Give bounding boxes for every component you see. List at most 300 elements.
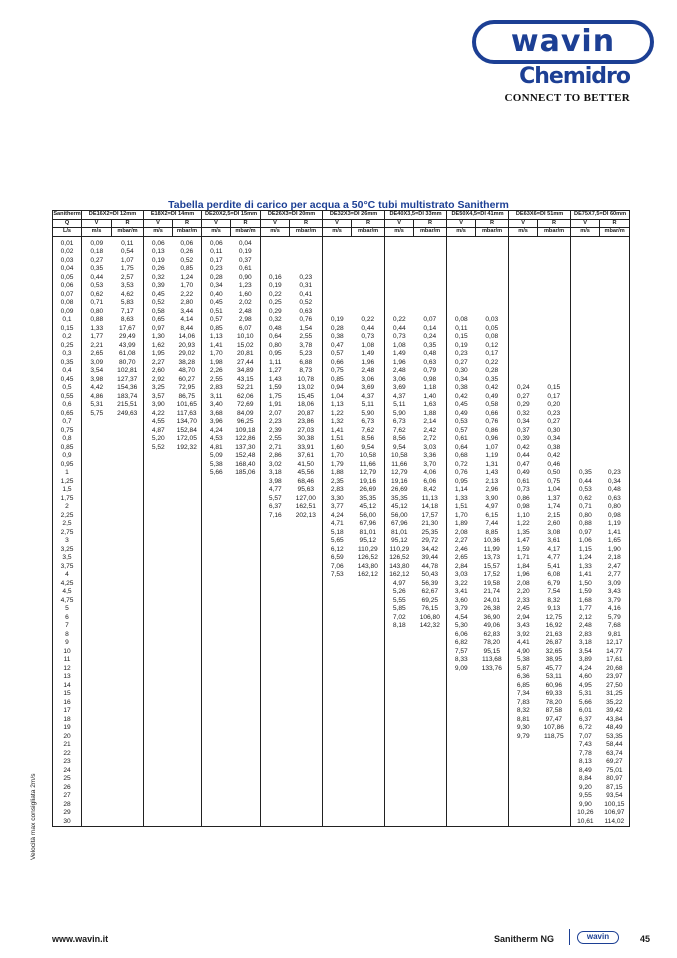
pressure-loss-cell <box>173 801 202 810</box>
velocity-cell: 1,11 <box>261 359 290 368</box>
pressure-loss-cell: 0,31 <box>299 282 313 289</box>
table-row <box>53 461 630 470</box>
pressure-loss-cell <box>173 733 202 742</box>
velocity-cell: 5,90 <box>385 410 414 419</box>
pressure-loss-cell <box>476 673 509 682</box>
velocity-cell: 8,56 <box>385 435 414 444</box>
pressure-loss-cell: 0,24 <box>423 333 437 340</box>
pressure-loss-cell <box>600 333 630 342</box>
velocity-cell <box>144 588 173 597</box>
pressure-loss-cell: 162,51 <box>295 503 316 510</box>
flow-rate-cell: 0,85 <box>53 444 82 453</box>
velocity-cell <box>82 452 112 461</box>
loss-symbol: R <box>231 219 261 228</box>
velocity-cell: 4,71 <box>323 520 352 529</box>
pressure-loss-cell <box>173 486 202 495</box>
pressure-loss-cell: 34,89 <box>237 367 254 374</box>
table-row <box>53 359 630 368</box>
velocity-cell: 4,54 <box>447 614 476 623</box>
loss-symbol: R <box>290 219 323 228</box>
velocity-cell <box>261 648 290 657</box>
velocity-cell: 95,12 <box>385 537 414 546</box>
loss-unit: mbar/m <box>231 228 261 237</box>
velocity-cell: 4,87 <box>144 427 173 436</box>
pressure-loss-cell <box>231 563 261 572</box>
pressure-loss-cell <box>538 342 571 351</box>
loss-symbol: R <box>538 219 571 228</box>
velocity-cell <box>82 580 112 589</box>
pressure-loss-cell: 43,99 <box>119 341 136 349</box>
pressure-loss-cell <box>173 605 202 614</box>
pressure-loss-cell: 1,90 <box>600 546 630 555</box>
velocity-cell: 2,71 <box>261 444 290 453</box>
pressure-loss-cell: 3,61 <box>547 537 561 544</box>
velocity-cell <box>144 682 173 691</box>
pressure-loss-cell: 0,90 <box>238 273 252 281</box>
pressure-loss-cell: 109,18 <box>235 426 256 434</box>
velocity-cell <box>144 469 173 478</box>
pressure-loss-cell: 86,75 <box>178 392 196 400</box>
pressure-loss-cell <box>112 546 144 555</box>
velocity-cell: 0,76 <box>447 469 476 478</box>
pressure-loss-cell: 68,46 <box>297 477 315 485</box>
pressure-loss-cell <box>600 435 630 444</box>
pressure-loss-cell <box>538 359 571 368</box>
velocity-cell: 0,47 <box>509 461 538 470</box>
pressure-loss-cell <box>112 520 144 529</box>
column-group-header: DE32X3=DI 26mm <box>323 211 385 220</box>
velocity-symbol: V <box>202 219 231 228</box>
velocity-cell <box>202 614 231 623</box>
velocity-cell <box>571 461 600 470</box>
pressure-loss-cell <box>112 418 144 427</box>
pressure-loss-cell <box>352 631 385 640</box>
velocity-cell <box>144 767 173 776</box>
pressure-loss-cell: 172,05 <box>176 435 197 442</box>
pressure-loss-cell: 2,48 <box>361 367 375 374</box>
velocity-cell: 1,70 <box>323 452 352 461</box>
velocity-cell: 3,96 <box>202 418 231 427</box>
pressure-loss-cell: 5,79 <box>600 614 630 623</box>
pressure-loss-cell <box>600 342 630 351</box>
pressure-loss-cell <box>600 401 630 410</box>
flow-rate-cell: 5 <box>53 605 82 614</box>
pressure-loss-cell: 1,23 <box>238 282 252 289</box>
column-group-header: DE20X2,5=DI 15mm <box>202 211 261 220</box>
velocity-cell: 0,62 <box>571 495 600 504</box>
pressure-loss-cell: 33,91 <box>297 443 315 451</box>
velocity-cell <box>385 801 414 810</box>
loss-unit: mbar/m <box>290 228 323 237</box>
velocity-cell: 3,30 <box>323 495 352 504</box>
velocity-cell: 10,58 <box>385 452 414 461</box>
velocity-cell <box>202 546 231 555</box>
velocity-cell <box>571 350 600 359</box>
pressure-loss-cell <box>173 571 202 580</box>
pressure-loss-cell: 3,08 <box>547 528 561 536</box>
table-row <box>53 580 630 589</box>
pressure-loss-cell <box>173 775 202 784</box>
pressure-loss-cell <box>352 648 385 657</box>
velocity-cell <box>261 546 290 555</box>
velocity-cell <box>144 478 173 487</box>
velocity-cell <box>323 274 352 283</box>
velocity-cell: 4,95 <box>571 682 600 691</box>
velocity-cell: 0,30 <box>447 367 476 376</box>
pressure-loss-cell <box>476 767 509 776</box>
pressure-loss-cell <box>231 597 261 606</box>
pressure-loss-cell: 87,15 <box>600 784 630 793</box>
pressure-loss-cell: 0,42 <box>485 384 499 391</box>
pressure-loss-cell <box>414 707 447 716</box>
velocity-cell: 1,35 <box>509 529 538 538</box>
pressure-loss-cell <box>538 236 571 248</box>
velocity-cell: 4,37 <box>385 393 414 402</box>
velocity-cell <box>385 274 414 283</box>
velocity-unit: m/s <box>261 228 290 237</box>
pressure-loss-cell <box>476 682 509 691</box>
table-row <box>53 265 630 274</box>
pressure-loss-cell <box>112 631 144 640</box>
pressure-loss-cell <box>476 724 509 733</box>
pressure-loss-cell <box>352 665 385 674</box>
velocity-cell: 0,47 <box>323 342 352 351</box>
pressure-loss-cell <box>173 495 202 504</box>
pressure-loss-cell: 0,44 <box>361 324 375 332</box>
velocity-cell <box>323 699 352 708</box>
velocity-cell: 0,57 <box>202 316 231 325</box>
pressure-loss-cell <box>538 265 571 274</box>
pressure-loss-cell: 0,34 <box>600 478 630 487</box>
velocity-cell <box>323 750 352 759</box>
pressure-loss-cell: 0,98 <box>423 375 437 383</box>
table-row <box>53 418 630 427</box>
velocity-cell: 1,33 <box>571 563 600 572</box>
velocity-cell <box>571 427 600 436</box>
velocity-cell: 7,43 <box>571 741 600 750</box>
pressure-loss-cell <box>112 537 144 546</box>
pressure-loss-cell <box>290 792 323 801</box>
flow-rate-cell: 0,9 <box>53 452 82 461</box>
velocity-cell <box>82 546 112 555</box>
velocity-cell: 1,41 <box>202 342 231 351</box>
velocity-cell: 9,90 <box>571 801 600 810</box>
pressure-loss-cell <box>476 716 509 725</box>
pressure-loss-cell: 5,11 <box>361 401 374 408</box>
velocity-cell <box>144 750 173 759</box>
velocity-cell: 110,29 <box>385 546 414 555</box>
velocity-symbol: V <box>571 219 600 228</box>
pressure-loss-cell <box>414 809 447 818</box>
pressure-loss-cell <box>173 792 202 801</box>
pressure-loss-cell: 215,51 <box>117 401 138 408</box>
velocity-cell: 1,79 <box>323 461 352 470</box>
flow-rate-cell: 30 <box>53 818 82 827</box>
pressure-loss-cell: 78,20 <box>545 698 563 706</box>
velocity-cell <box>144 452 173 461</box>
pressure-loss-cell <box>414 767 447 776</box>
loss-unit: mbar/m <box>476 228 509 237</box>
pressure-loss-cell <box>112 571 144 580</box>
velocity-cell <box>571 316 600 325</box>
pressure-loss-cell: 0,07 <box>423 316 437 323</box>
velocity-cell: 2,65 <box>447 554 476 563</box>
pressure-loss-cell: 107,86 <box>543 724 564 731</box>
velocity-cell: 1,47 <box>509 537 538 546</box>
table-row <box>53 639 630 648</box>
pressure-loss-cell <box>476 291 509 300</box>
velocity-cell: 0,85 <box>323 376 352 385</box>
pressure-loss-cell: 2,42 <box>423 426 437 434</box>
velocity-cell: 0,40 <box>202 291 231 300</box>
pressure-loss-cell <box>538 291 571 300</box>
velocity-cell: 2,45 <box>509 605 538 614</box>
velocity-cell: 5,11 <box>385 401 414 410</box>
velocity-cell: 9,79 <box>509 733 538 742</box>
velocity-cell <box>82 512 112 521</box>
pressure-loss-cell <box>112 809 144 818</box>
pressure-loss-cell: 3,44 <box>180 307 194 315</box>
velocity-cell: 3,11 <box>202 393 231 402</box>
flow-rate-cell: 0,01 <box>53 236 82 248</box>
pressure-loss-cell: 0,14 <box>423 324 437 332</box>
pressure-loss-cell: 97,47 <box>545 715 563 723</box>
pressure-loss-cell: 0,19 <box>238 248 252 255</box>
table-row <box>53 274 630 283</box>
velocity-cell <box>385 699 414 708</box>
velocity-cell: 3,03 <box>447 571 476 580</box>
pressure-loss-cell <box>231 750 261 759</box>
pressure-loss-cell <box>173 520 202 529</box>
flow-symbol: Q <box>53 219 82 228</box>
velocity-cell: 7,57 <box>447 648 476 657</box>
pressure-loss-cell <box>173 673 202 682</box>
velocity-cell: 1,13 <box>323 401 352 410</box>
velocity-cell <box>385 648 414 657</box>
pressure-loss-cell: 26,87 <box>545 639 563 646</box>
table-row <box>53 801 630 810</box>
velocity-cell: 0,53 <box>571 486 600 495</box>
velocity-cell <box>385 707 414 716</box>
pressure-loss-cell: 0,22 <box>485 358 499 366</box>
pressure-loss-cell <box>231 512 261 521</box>
velocity-cell: 0,38 <box>323 333 352 342</box>
velocity-cell: 9,20 <box>571 784 600 793</box>
pressure-loss-cell <box>538 818 571 827</box>
pressure-loss-cell <box>173 554 202 563</box>
pressure-loss-cell: 11,99 <box>483 545 500 553</box>
flow-rate-cell: 0,6 <box>53 401 82 410</box>
velocity-cell: 0,24 <box>509 384 538 393</box>
pressure-loss-cell: 2,96 <box>485 486 499 493</box>
velocity-cell <box>447 750 476 759</box>
velocity-cell: 0,34 <box>509 418 538 427</box>
velocity-cell <box>144 656 173 665</box>
pressure-loss-cell <box>231 503 261 512</box>
velocity-cell: 1,06 <box>571 537 600 546</box>
velocity-cell <box>509 257 538 266</box>
velocity-cell: 0,49 <box>447 410 476 419</box>
pressure-loss-cell: 0,98 <box>600 512 630 521</box>
pressure-loss-cell <box>173 707 202 716</box>
velocity-cell: 0,26 <box>144 265 173 274</box>
table-row <box>53 724 630 733</box>
pressure-loss-cell: 30,38 <box>297 435 315 442</box>
pressure-loss-cell: 1,07 <box>120 256 134 264</box>
velocity-cell <box>261 767 290 776</box>
flow-rate-cell: 2,5 <box>53 520 82 529</box>
velocity-cell <box>144 546 173 555</box>
velocity-cell <box>202 495 231 504</box>
velocity-cell: 0,09 <box>82 236 112 248</box>
table-row <box>53 690 630 699</box>
velocity-cell <box>82 699 112 708</box>
velocity-cell <box>447 274 476 283</box>
pressure-loss-cell: 62,06 <box>237 392 254 400</box>
velocity-cell <box>144 673 173 682</box>
table-row <box>53 308 630 317</box>
pressure-loss-cell: 1,65 <box>600 537 630 546</box>
pressure-loss-cell <box>476 707 509 716</box>
pressure-loss-cell <box>290 236 323 248</box>
velocity-cell: 1,68 <box>571 597 600 606</box>
velocity-cell: 0,95 <box>261 350 290 359</box>
velocity-cell <box>323 792 352 801</box>
table-row <box>53 316 630 325</box>
pressure-loss-cell: 192,32 <box>176 443 197 451</box>
velocity-cell <box>144 724 173 733</box>
velocity-cell <box>202 631 231 640</box>
velocity-cell <box>144 614 173 623</box>
velocity-cell <box>509 265 538 274</box>
flow-rate-cell: 10 <box>53 648 82 657</box>
velocity-cell <box>202 486 231 495</box>
velocity-cell <box>202 784 231 793</box>
velocity-cell <box>323 809 352 818</box>
velocity-cell <box>385 792 414 801</box>
pressure-loss-cell: 0,20 <box>547 401 561 408</box>
pressure-loss-cell: 14,06 <box>178 333 196 340</box>
velocity-cell: 0,23 <box>447 350 476 359</box>
velocity-cell: 6,12 <box>323 546 352 555</box>
pressure-loss-cell: 152,48 <box>235 452 256 459</box>
pressure-loss-cell: 62,67 <box>421 588 439 595</box>
footer-logo-text: wavin <box>586 932 610 941</box>
velocity-cell <box>323 724 352 733</box>
pressure-loss-cell: 0,76 <box>299 316 313 323</box>
velocity-cell: 3,54 <box>82 367 112 376</box>
pressure-loss-cell <box>414 733 447 742</box>
velocity-cell <box>385 257 414 266</box>
velocity-cell <box>571 367 600 376</box>
velocity-cell: 1,70 <box>202 350 231 359</box>
velocity-cell <box>447 758 476 767</box>
velocity-cell: 5,57 <box>261 495 290 504</box>
velocity-cell: 0,28 <box>202 274 231 283</box>
pressure-loss-cell <box>600 427 630 436</box>
pressure-loss-cell: 20,87 <box>297 409 315 417</box>
velocity-cell: 4,24 <box>571 665 600 674</box>
pressure-loss-cell <box>290 563 323 572</box>
velocity-cell <box>509 308 538 317</box>
velocity-cell: 3,90 <box>144 401 173 410</box>
velocity-cell: 2,21 <box>82 342 112 351</box>
page-number: 45 <box>640 934 651 944</box>
pressure-loss-cell: 69,25 <box>421 596 439 604</box>
pressure-loss-cell: 10,58 <box>359 452 377 459</box>
velocity-cell <box>323 758 352 767</box>
table-header <box>53 211 630 237</box>
velocity-cell <box>385 248 414 257</box>
pressure-loss-cell <box>352 809 385 818</box>
pressure-loss-cell: 3,90 <box>485 494 499 502</box>
table-row <box>53 520 630 529</box>
pressure-loss-cell <box>173 546 202 555</box>
flow-rate-cell: 0,06 <box>53 282 82 291</box>
pressure-loss-cell <box>414 716 447 725</box>
velocity-cell <box>385 665 414 674</box>
velocity-cell: 0,61 <box>509 478 538 487</box>
pressure-loss-cell: 56,39 <box>421 579 439 587</box>
velocity-cell <box>385 236 414 248</box>
velocity-cell: 0,58 <box>144 308 173 317</box>
velocity-cell: 4,55 <box>144 418 173 427</box>
velocity-cell: 0,34 <box>202 282 231 291</box>
pressure-loss-cell: 20,93 <box>178 341 196 349</box>
velocity-cell <box>202 767 231 776</box>
velocity-cell <box>202 537 231 546</box>
pressure-loss-cell <box>290 750 323 759</box>
table-row <box>53 427 630 436</box>
pressure-loss-cell <box>352 750 385 759</box>
velocity-cell: 1,22 <box>323 410 352 419</box>
pressure-loss-cell: 0,61 <box>238 265 252 272</box>
velocity-cell: 0,18 <box>82 248 112 257</box>
table-row <box>53 750 630 759</box>
pressure-loss-cell <box>231 648 261 657</box>
pressure-loss-cell: 6,06 <box>423 477 437 485</box>
flow-rate-cell: 1 <box>53 469 82 478</box>
table-row <box>53 410 630 419</box>
table-row <box>53 792 630 801</box>
velocity-cell <box>571 308 600 317</box>
velocity-cell <box>202 699 231 708</box>
footer-url[interactable]: www.wavin.it <box>52 934 109 944</box>
pressure-loss-cell <box>112 741 144 750</box>
velocity-cell: 0,44 <box>509 452 538 461</box>
pressure-loss-cell <box>414 248 447 257</box>
velocity-cell <box>82 775 112 784</box>
pressure-loss-cell: 14,18 <box>421 503 439 510</box>
velocity-cell <box>509 316 538 325</box>
velocity-cell <box>323 236 352 248</box>
pressure-loss-cell: 13,02 <box>297 384 315 391</box>
pressure-loss-cell <box>476 265 509 274</box>
pressure-loss-cell: 0,05 <box>485 324 499 332</box>
pressure-loss-cell <box>538 758 571 767</box>
pressure-loss-cell: 2,47 <box>600 563 630 572</box>
table-row <box>53 707 630 716</box>
velocity-cell <box>447 809 476 818</box>
pressure-loss-cell <box>231 529 261 538</box>
velocity-cell <box>385 673 414 682</box>
velocity-cell <box>447 716 476 725</box>
pressure-loss-cell <box>352 690 385 699</box>
flow-rate-cell: 3 <box>53 537 82 546</box>
velocity-cell: 0,51 <box>202 308 231 317</box>
velocity-cell: 1,59 <box>261 384 290 393</box>
velocity-cell: 6,82 <box>447 639 476 648</box>
